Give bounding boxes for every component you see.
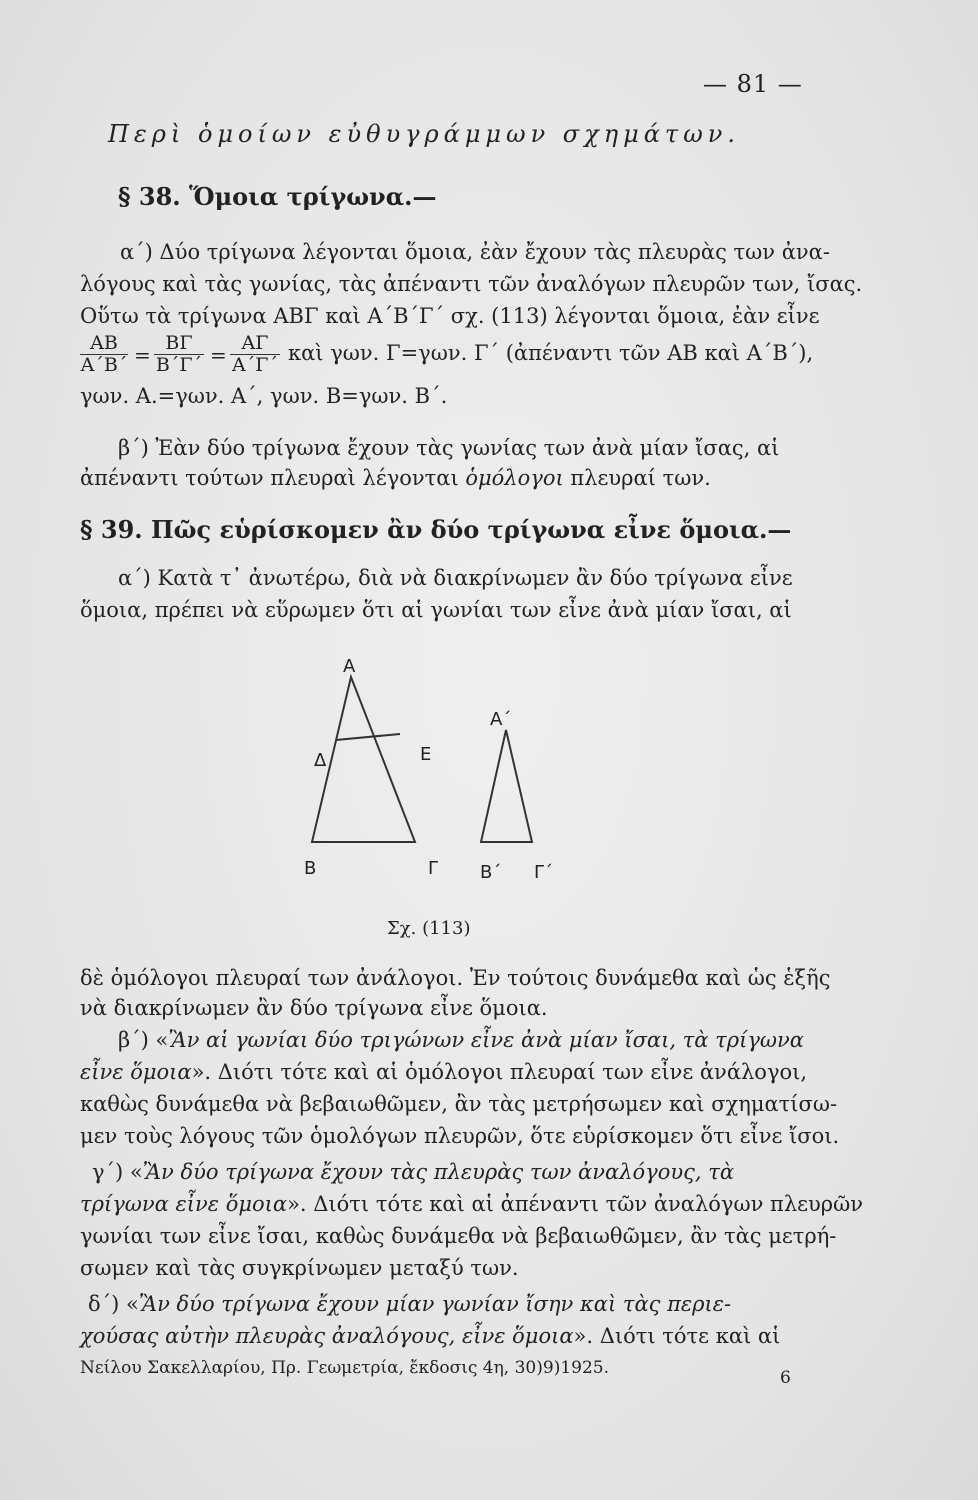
plain-text: ». Διότι τότε καὶ αἱ ἀπέναντι τῶν ἀναλόγων πλευρῶν: [287, 1192, 864, 1216]
plain-text: πλευραί των.: [563, 466, 711, 490]
small-triangle: [481, 730, 532, 842]
fraction-numerator: ΒΓ: [165, 332, 193, 354]
label-g-prime: Γ΄: [534, 862, 554, 883]
fraction-ag: [230, 333, 280, 376]
fraction-denominator: Α΄Β΄: [80, 354, 128, 376]
text-line: [80, 466, 711, 490]
text-line: ὅμοια, πρέπει νὰ εὕρωμεν ὅτι αἱ γωνίαι των εἶνε ἀνὰ μίαν ἴσαι, αἱ: [80, 598, 792, 622]
label-b-prime: Β΄: [480, 862, 502, 883]
item-prefix: β΄) «: [118, 1028, 169, 1052]
label-a: Α: [343, 656, 356, 677]
text-line: νὰ διακρίνωμεν ἂν δύο τρίγωνα εἶνε ὅμοια.: [80, 996, 548, 1020]
italic-statement: τρίγωνα εἶνε ὅμοια: [80, 1192, 288, 1216]
text-line: [80, 1192, 863, 1216]
fraction-denominator: Β΄Γ΄: [155, 354, 203, 376]
label-g: Γ: [428, 858, 439, 879]
text-line: γωνίαι των εἶνε ἴσαι, καθὼς δυνάμεθα νὰ βεβαιωθῶμεν, ἂν τὰς μετρή-: [80, 1224, 837, 1248]
segment-de: [336, 734, 400, 740]
fraction-bg: [154, 333, 204, 376]
text-line: γων. Α.=γων. Α΄, γων. Β=γων. Β΄.: [80, 384, 448, 408]
label-a-prime: Α΄: [490, 709, 512, 730]
item-prefix: γ΄) «: [92, 1160, 143, 1184]
italic-term: ὁμόλογοι: [465, 466, 564, 490]
plain-text: ». Διότι τότε καὶ αἱ: [573, 1324, 781, 1348]
text-line: [92, 1160, 734, 1184]
text-line: δὲ ὁμόλογοι πλευραί των ἀνάλογοι. Ἐν τούτοις δυνάμεθα καὶ ὡς ἑξῆς: [80, 966, 831, 990]
figure-caption: Σχ. (113): [387, 918, 471, 939]
text-line: [80, 1324, 780, 1348]
big-triangle: [312, 677, 415, 842]
italic-statement: χούσας αὐτὴν πλευρὰς ἀναλόγους, εἶνε ὅμοια: [80, 1324, 574, 1348]
italic-statement: Ἂν αἱ γωνίαι δύο τριγώνων εἶνε ἀνὰ μίαν ἴσαι, τὰ τρίγωνα: [168, 1028, 804, 1052]
plain-text: ». Διότι τότε καὶ αἱ ὁμόλογοι πλευραί των εἶνε ἀνάλογοι,: [191, 1060, 808, 1084]
text-line: [88, 1292, 731, 1316]
triangles-figure: [280, 650, 620, 920]
small-triangle-outline: [481, 730, 532, 842]
equals-sign: =: [210, 343, 227, 367]
signature-mark: 6: [780, 1368, 791, 1388]
italic-statement: Ἂν δύο τρίγωνα ἔχουν μίαν γωνίαν ἴσην καὶ τὰς περιε-: [138, 1292, 732, 1316]
item-prefix: δ΄) «: [88, 1292, 139, 1316]
section-38-title: § 38. Ὅμοια τρίγωνα.—: [118, 182, 437, 211]
text-line: μεν τοὺς λόγους τῶν ὁμολόγων πλευρῶν, ὅτε εὑρίσκομεν ὅτι εἶνε ἴσοι.: [80, 1124, 840, 1148]
label-b: Β: [304, 858, 317, 879]
text-line: λόγους καὶ τὰς γωνίας, τὰς ἀπέναντι τῶν ἀναλόγων πλευρῶν των, ἴσας.: [80, 272, 863, 296]
fraction-numerator: ΑΓ: [241, 332, 269, 354]
label-d: Δ: [314, 750, 327, 771]
italic-statement: εἶνε ὅμοια: [80, 1060, 192, 1084]
big-triangle-outline: [312, 677, 415, 842]
text-line: καθὼς δυνάμεθα νὰ βεβαιωθῶμεν, ἂν τὰς μετρήσωμεν καὶ σχηματίσω-: [80, 1092, 838, 1116]
fraction-numerator: ΑΒ: [90, 332, 118, 354]
chapter-header: Περὶ ὁμοίων εὐθυγράμμων σχημάτων.: [108, 120, 740, 148]
italic-statement: Ἂν δύο τρίγωνα ἔχουν τὰς πλευρὰς των ἀναλόγους, τὰ: [142, 1160, 735, 1184]
text-line: [118, 1028, 804, 1052]
page-number: — 81 —: [703, 70, 803, 98]
text-line: Οὕτω τὰ τρίγωνα ΑΒΓ καὶ Α΄Β΄Γ΄ σχ. (113) λέγονται ὅμοια, ἐὰν εἶνε: [80, 304, 820, 328]
fraction-denominator: Α΄Γ΄: [230, 354, 280, 376]
text-line: καὶ γων. Γ=γων. Γ΄ (ἀπέναντι τῶν ΑΒ καὶ Α΄Β΄),: [288, 341, 814, 365]
equals-sign: =: [134, 343, 151, 367]
text-line: σωμεν καὶ τὰς συγκρίνωμεν μεταξύ των.: [80, 1256, 519, 1280]
label-e: Ε: [420, 744, 432, 765]
book-footer: Νείλου Σακελλαρίου, Πρ. Γεωμετρία, ἔκδοσις 4η, 30)9)1925.: [80, 1358, 609, 1378]
plain-text: ἀπέναντι τούτων πλευραὶ λέγονται: [80, 466, 466, 490]
section-39-title: § 39. Πῶς εὑρίσκομεν ἂν δύο τρίγωνα εἶνε ὅμοια.—: [80, 515, 792, 544]
text-line: [80, 1060, 807, 1084]
fraction-ab: [80, 333, 128, 376]
text-line: α΄) Κατὰ τ᾽ ἀνωτέρω, διὰ νὰ διακρίνωμεν ἂν δύο τρίγωνα εἶνε: [118, 566, 793, 590]
text-line: α΄) Δύο τρίγωνα λέγονται ὅμοια, ἐὰν ἔχουν τὰς πλευρὰς των ἀνα-: [120, 240, 830, 264]
text-line: β΄) Ἐὰν δύο τρίγωνα ἔχουν τὰς γωνίας των ἀνὰ μίαν ἴσας, αἱ: [118, 436, 780, 460]
